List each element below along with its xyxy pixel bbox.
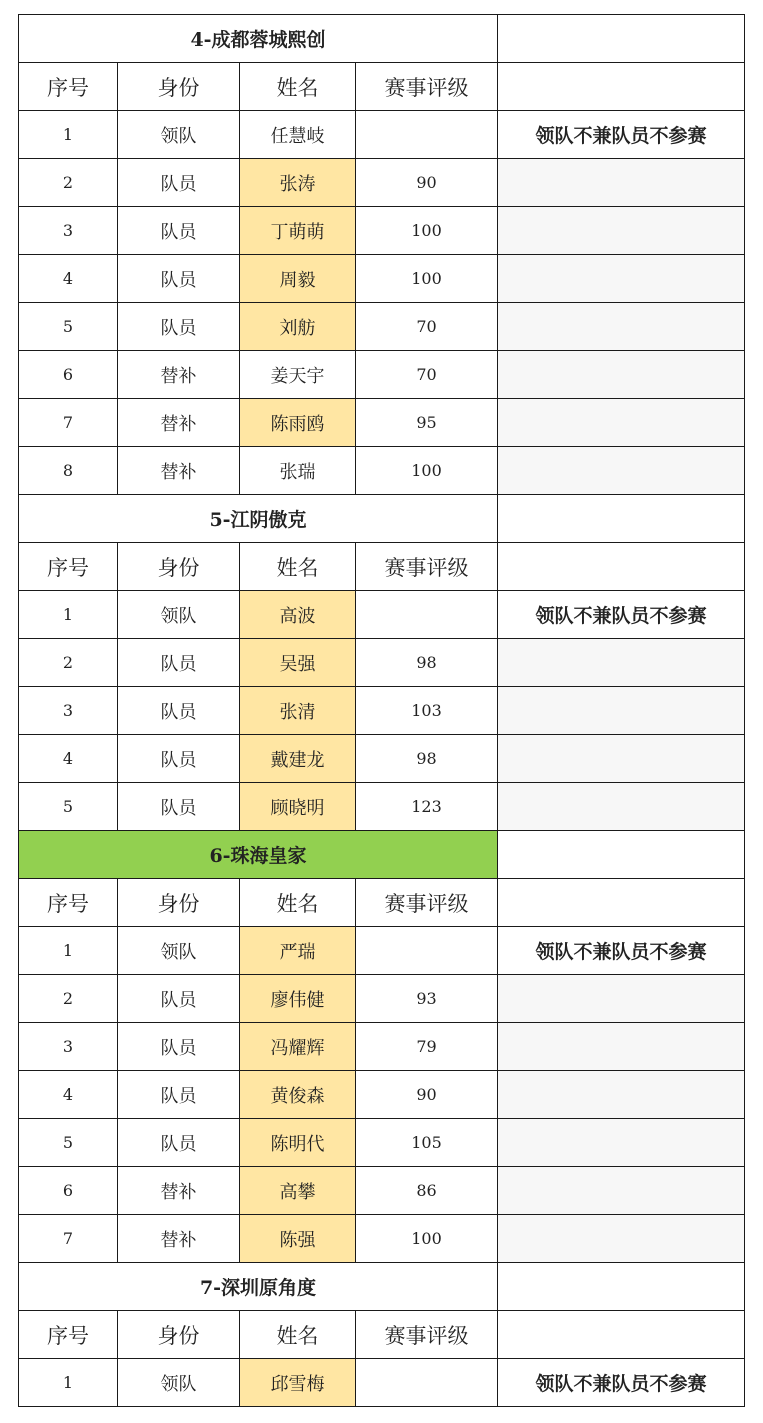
column-header: 姓名: [240, 543, 356, 591]
column-header: 序号: [19, 63, 118, 111]
column-header: 身份: [118, 543, 240, 591]
column-header: 身份: [118, 63, 240, 111]
name-cell: 陈雨鸥: [240, 399, 356, 447]
role-cell: 替补: [118, 1167, 240, 1215]
seq-cell: 8: [19, 447, 118, 495]
name-cell: 严瑞: [240, 927, 356, 975]
seq-cell: 4: [19, 1071, 118, 1119]
seq-cell: 7: [19, 399, 118, 447]
name-cell: 张清: [240, 687, 356, 735]
seq-cell: 6: [19, 351, 118, 399]
rating-cell: 100: [356, 1215, 498, 1263]
column-header-row: [19, 1311, 745, 1359]
role-cell: 队员: [118, 1023, 240, 1071]
name-cell: 周毅: [240, 255, 356, 303]
name-cell: 邱雪梅: [240, 1359, 356, 1407]
rating-cell: 79: [356, 1023, 498, 1071]
rating-cell: 90: [356, 1071, 498, 1119]
side-cell: [498, 15, 745, 63]
column-header: 姓名: [240, 63, 356, 111]
role-cell: 队员: [118, 255, 240, 303]
table-row: [19, 351, 745, 399]
column-header-row: [19, 879, 745, 927]
column-header: 序号: [19, 879, 118, 927]
table-row: [19, 975, 745, 1023]
side-cell: [498, 639, 745, 687]
role-cell: 领队: [118, 1359, 240, 1407]
role-cell: 替补: [118, 399, 240, 447]
column-header: 身份: [118, 1311, 240, 1359]
team-title: 6-珠海皇家: [19, 831, 498, 879]
table-row: [19, 591, 745, 639]
name-cell: 姜天宇: [240, 351, 356, 399]
seq-cell: 4: [19, 735, 118, 783]
rating-cell: [356, 927, 498, 975]
role-cell: 队员: [118, 783, 240, 831]
side-cell: [498, 687, 745, 735]
role-cell: 队员: [118, 735, 240, 783]
table-row: [19, 927, 745, 975]
role-cell: 队员: [118, 303, 240, 351]
rating-cell: 100: [356, 255, 498, 303]
side-cell: [498, 1167, 745, 1215]
name-cell: 任慧岐: [240, 111, 356, 159]
team-title-row: [19, 495, 745, 543]
side-cell: [498, 495, 745, 543]
role-cell: 领队: [118, 927, 240, 975]
side-cell: [498, 831, 745, 879]
seq-cell: 3: [19, 687, 118, 735]
side-cell: [498, 159, 745, 207]
name-cell: 黄俊森: [240, 1071, 356, 1119]
column-header-row: [19, 63, 745, 111]
side-cell: [498, 63, 745, 111]
rating-cell: 98: [356, 639, 498, 687]
seq-cell: 3: [19, 207, 118, 255]
seq-cell: 2: [19, 975, 118, 1023]
side-cell: [498, 351, 745, 399]
column-header: 赛事评级: [356, 879, 498, 927]
table-row: [19, 1359, 745, 1407]
seq-cell: 5: [19, 1119, 118, 1167]
name-cell: 顾晓明: [240, 783, 356, 831]
note-cell: 领队不兼队员不参赛: [498, 927, 745, 975]
column-header: 身份: [118, 879, 240, 927]
table-row: [19, 303, 745, 351]
side-cell: [498, 1263, 745, 1311]
seq-cell: 5: [19, 303, 118, 351]
column-header: 姓名: [240, 879, 356, 927]
seq-cell: 1: [19, 591, 118, 639]
side-cell: [498, 447, 745, 495]
rating-cell: 105: [356, 1119, 498, 1167]
role-cell: 替补: [118, 447, 240, 495]
team-title-row: [19, 1263, 745, 1311]
column-header: 赛事评级: [356, 1311, 498, 1359]
name-cell: 张涛: [240, 159, 356, 207]
side-cell: [498, 975, 745, 1023]
side-cell: [498, 1071, 745, 1119]
rating-cell: 98: [356, 735, 498, 783]
roster-table: [18, 14, 745, 1407]
rating-cell: 123: [356, 783, 498, 831]
team-title: 7-深圳原角度: [19, 1263, 498, 1311]
role-cell: 领队: [118, 111, 240, 159]
name-cell: 刘舫: [240, 303, 356, 351]
rating-cell: 86: [356, 1167, 498, 1215]
column-header: 赛事评级: [356, 543, 498, 591]
seq-cell: 1: [19, 1359, 118, 1407]
column-header-row: [19, 543, 745, 591]
note-cell: 领队不兼队员不参赛: [498, 111, 745, 159]
rating-cell: 93: [356, 975, 498, 1023]
name-cell: 陈强: [240, 1215, 356, 1263]
role-cell: 替补: [118, 1215, 240, 1263]
column-header: 赛事评级: [356, 63, 498, 111]
name-cell: 陈明代: [240, 1119, 356, 1167]
table-row: [19, 687, 745, 735]
side-cell: [498, 1215, 745, 1263]
table-row: [19, 1215, 745, 1263]
rating-cell: 100: [356, 207, 498, 255]
side-cell: [498, 1023, 745, 1071]
team-title-row: [19, 15, 745, 63]
side-cell: [498, 879, 745, 927]
name-cell: 吴强: [240, 639, 356, 687]
seq-cell: 7: [19, 1215, 118, 1263]
name-cell: 戴建龙: [240, 735, 356, 783]
table-row: [19, 207, 745, 255]
rating-cell: 95: [356, 399, 498, 447]
seq-cell: 3: [19, 1023, 118, 1071]
side-cell: [498, 255, 745, 303]
side-cell: [498, 303, 745, 351]
role-cell: 队员: [118, 1071, 240, 1119]
seq-cell: 5: [19, 783, 118, 831]
name-cell: 高攀: [240, 1167, 356, 1215]
rating-cell: 103: [356, 687, 498, 735]
column-header: 序号: [19, 543, 118, 591]
role-cell: 队员: [118, 975, 240, 1023]
role-cell: 队员: [118, 639, 240, 687]
rating-cell: [356, 591, 498, 639]
table-row: [19, 111, 745, 159]
note-cell: 领队不兼队员不参赛: [498, 591, 745, 639]
side-cell: [498, 735, 745, 783]
side-cell: [498, 399, 745, 447]
side-cell: [498, 207, 745, 255]
side-cell: [498, 783, 745, 831]
table-row: [19, 1023, 745, 1071]
name-cell: 高波: [240, 591, 356, 639]
table-row: [19, 159, 745, 207]
table-row: [19, 1071, 745, 1119]
seq-cell: 4: [19, 255, 118, 303]
column-header: 序号: [19, 1311, 118, 1359]
side-cell: [498, 1119, 745, 1167]
role-cell: 替补: [118, 351, 240, 399]
table-row: [19, 1119, 745, 1167]
note-cell: 领队不兼队员不参赛: [498, 1359, 745, 1407]
role-cell: 队员: [118, 207, 240, 255]
side-cell: [498, 1311, 745, 1359]
side-cell: [498, 543, 745, 591]
team-title: 4-成都蓉城熙创: [19, 15, 498, 63]
seq-cell: 1: [19, 111, 118, 159]
name-cell: 冯耀辉: [240, 1023, 356, 1071]
table-row: [19, 447, 745, 495]
table-row: [19, 255, 745, 303]
seq-cell: 2: [19, 159, 118, 207]
team-title: 5-江阴傲克: [19, 495, 498, 543]
rating-cell: 70: [356, 303, 498, 351]
seq-cell: 1: [19, 927, 118, 975]
name-cell: 丁萌萌: [240, 207, 356, 255]
name-cell: 张瑞: [240, 447, 356, 495]
table-row: [19, 783, 745, 831]
rating-cell: 100: [356, 447, 498, 495]
role-cell: 队员: [118, 1119, 240, 1167]
table-row: [19, 1167, 745, 1215]
table-row: [19, 399, 745, 447]
table-row: [19, 735, 745, 783]
team-title-row: [19, 831, 745, 879]
role-cell: 队员: [118, 159, 240, 207]
role-cell: 队员: [118, 687, 240, 735]
table-row: [19, 639, 745, 687]
seq-cell: 6: [19, 1167, 118, 1215]
column-header: 姓名: [240, 1311, 356, 1359]
rating-cell: [356, 1359, 498, 1407]
name-cell: 廖伟健: [240, 975, 356, 1023]
rating-cell: [356, 111, 498, 159]
seq-cell: 2: [19, 639, 118, 687]
role-cell: 领队: [118, 591, 240, 639]
rating-cell: 70: [356, 351, 498, 399]
rating-cell: 90: [356, 159, 498, 207]
